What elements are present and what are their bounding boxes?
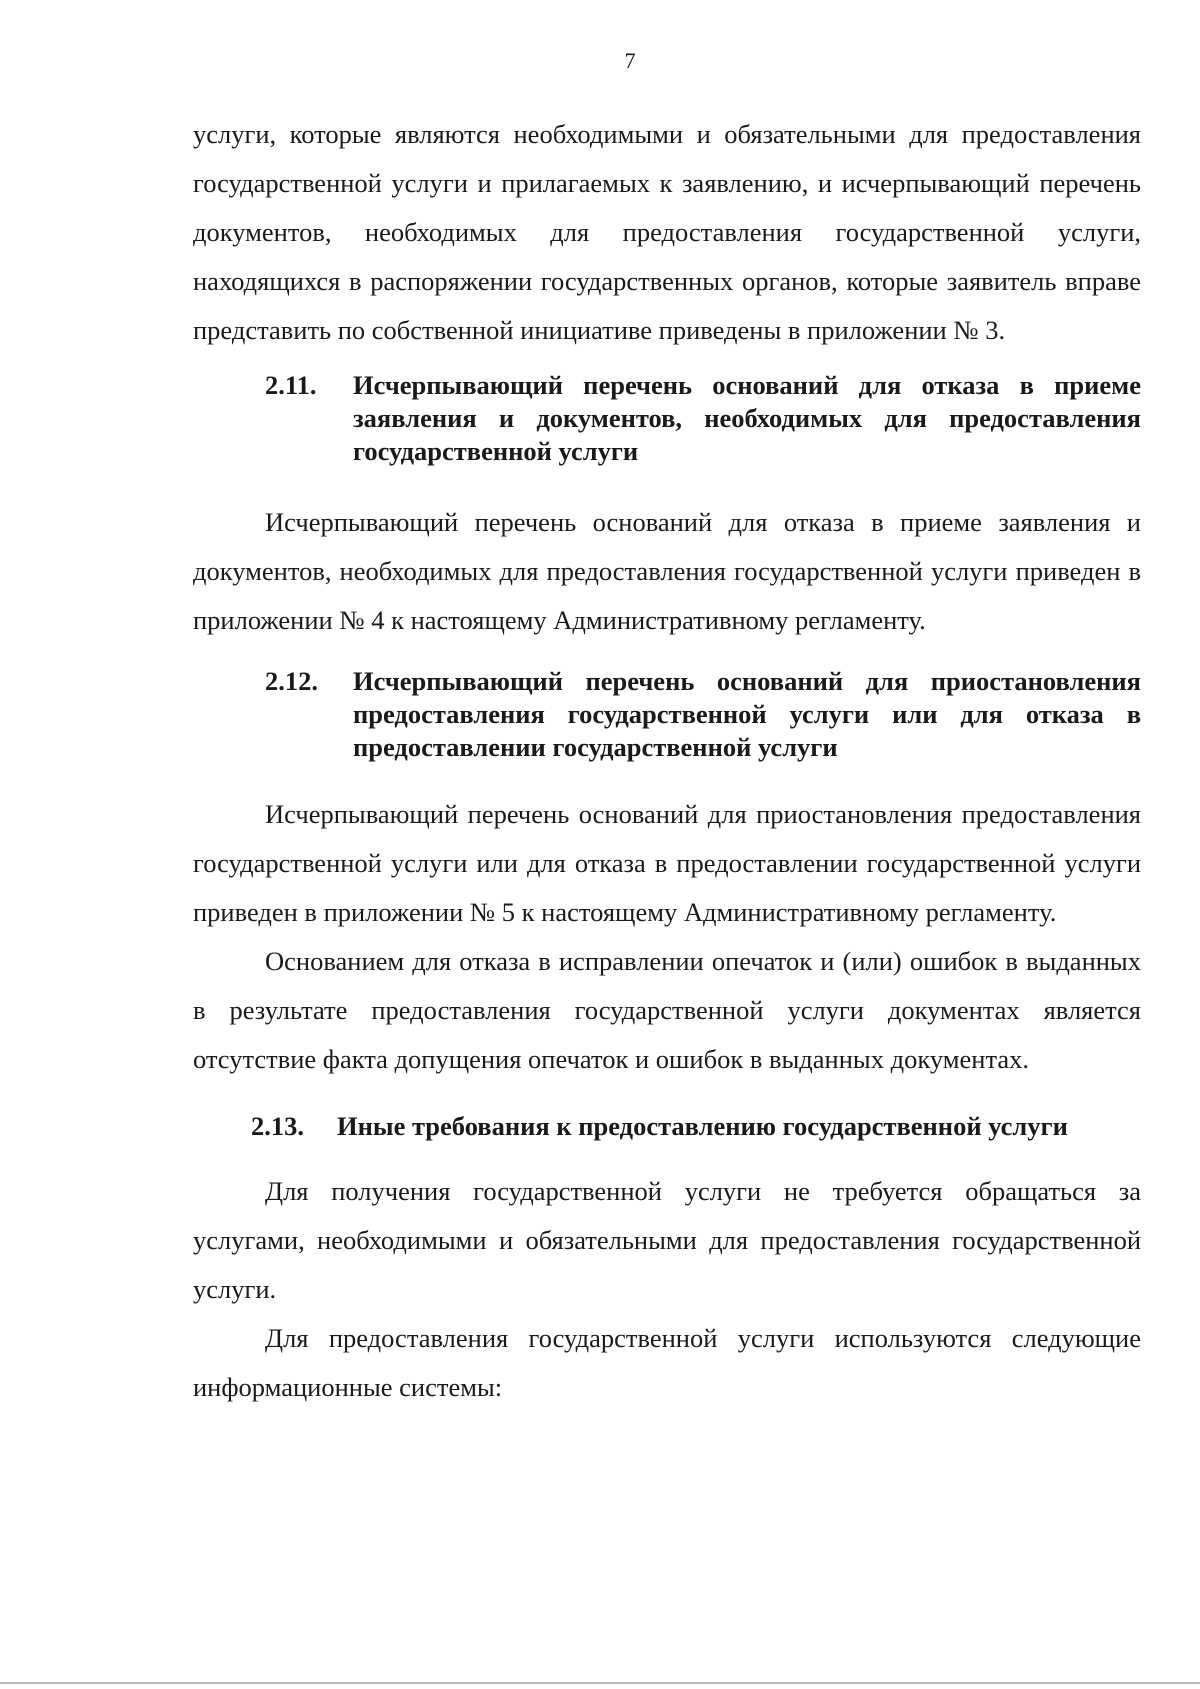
section-number: 2.11.: [265, 370, 317, 400]
section-title: Иные требования к предоставлению государственной услуги: [337, 1111, 1068, 1141]
paragraph: Исчерпывающий перечень оснований для приостановления предоставления государственной услуги или для отказа в предоставлении государственной услуги приведен в приложении № 5 к настоящему Административному регламенту.: [193, 799, 1141, 927]
section-heading-2-12: [265, 665, 1141, 764]
page-number: 7: [624, 48, 636, 73]
section-heading-2-13: [251, 1110, 1141, 1143]
section-number: 2.12.: [265, 666, 318, 696]
section-title: Исчерпывающий перечень оснований для приостановления предоставления государственной услуги или для отказа в предоставлении государственной услуги: [353, 666, 1141, 762]
paragraph: Исчерпывающий перечень оснований для отказа в приеме заявления и документов, необходимых для предоставления государственной услуги приведен в приложении № 4 к настоящему Административному регламенту.: [193, 507, 1141, 635]
page-bottom-edge: [0, 1682, 1200, 1684]
page-content: [193, 110, 1141, 1412]
paragraph: Основанием для отказа в исправлении опечаток и (или) ошибок в выданных в результате предоставления государственной услуги документах является отсутствие факта допущения опечаток и ошибок в выданных документах.: [193, 946, 1141, 1074]
paragraph: Для получения государственной услуги не требуется обращаться за услугами, необходимыми и обязательными для предоставления государственной услуги.: [193, 1176, 1141, 1304]
paragraph-continuation: услуги, которые являются необходимыми и обязательными для предоставления государственной услуги и прилагаемых к заявлению, и исчерпывающий перечень документов, необходимых для предоставления государственной услуги, находящихся в распоряжении государственных органов, которые заявитель вправе представить по собственной инициативе приведены в приложении № 3.: [193, 119, 1141, 345]
section-title: Исчерпывающий перечень оснований для отказа в приеме заявления и документов, необходимых для предоставления государственной услуги: [353, 370, 1141, 466]
section-number: 2.13.: [251, 1111, 304, 1141]
paragraph: Для предоставления государственной услуги используются следующие информационные системы:: [193, 1323, 1141, 1402]
section-heading-2-11: [265, 369, 1141, 468]
